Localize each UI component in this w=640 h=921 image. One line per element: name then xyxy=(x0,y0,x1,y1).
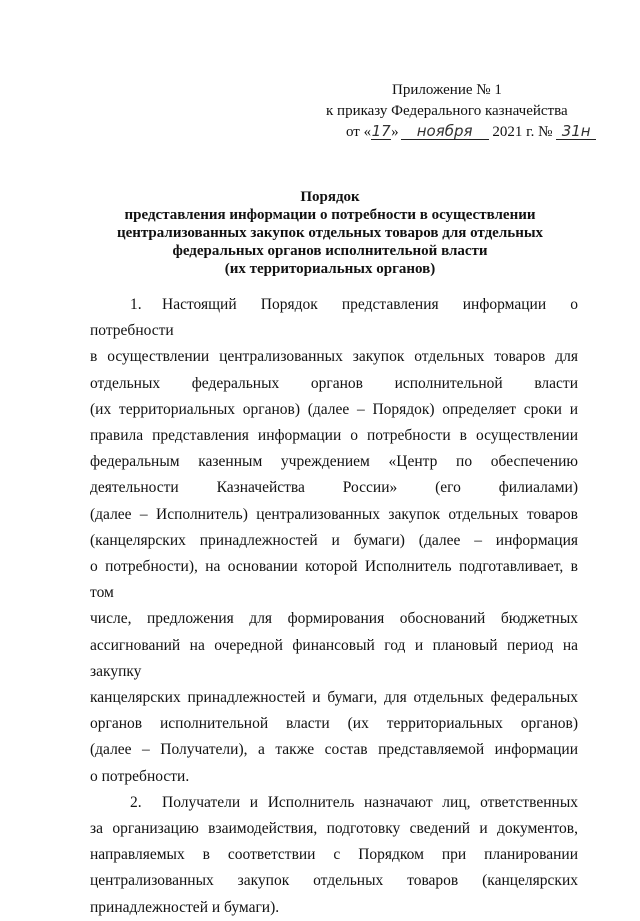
handwritten-month: ноября xyxy=(401,123,489,140)
title-line-3: централизованных закупок отдельных товаров для отдельных xyxy=(116,225,544,241)
paragraph-line: (далее – Получатели), а также состав представляемой информации xyxy=(90,741,578,759)
title-line-1: Порядок xyxy=(300,189,360,205)
paragraph-line: направляемых в соответствии с Порядком при планировании xyxy=(90,846,578,864)
date-day-suffix: » xyxy=(391,124,399,140)
paragraph-line: канцелярских принадлежностей и бумаги, для отдельных федеральных xyxy=(90,689,578,707)
paragraph-line: ассигнований на очередной финансовый год и плановый период на закупку xyxy=(90,636,578,680)
paragraph-line: органов исполнительной власти (их территориальных органов) xyxy=(90,715,578,733)
paragraph-line: (канцелярских принадлежностей и бумаги) (далее – информация xyxy=(90,531,578,549)
title-line-4: федеральных органов исполнительной власти xyxy=(172,243,488,259)
paragraph-line: (их территориальных органов) (далее – Порядок) определяет сроки и xyxy=(90,400,578,418)
paragraph-line: правила представления информации о потребности в осуществлении xyxy=(90,427,578,445)
paragraph-line: числе, предложения для формирования обоснований бюджетных xyxy=(90,610,578,628)
paragraph-line: отдельных федеральных органов исполнительной власти xyxy=(90,374,578,392)
order-reference: к приказу Федерального казначейства xyxy=(326,103,568,119)
paragraph-line: федеральным казенным учреждением «Центр по обеспечению xyxy=(90,453,578,471)
paragraph-line: за организацию взаимодействия, подготовку сведений и документов, xyxy=(90,820,578,838)
paragraph-line: о потребности), на основании которой Исполнитель подготавливает, в том xyxy=(90,558,578,602)
paragraph-number: 2. xyxy=(130,793,142,811)
appendix-header xyxy=(300,80,590,143)
paragraph-line: о потребности. xyxy=(90,767,190,785)
appendix-number: Приложение № 1 xyxy=(392,82,502,98)
date-prefix: от « xyxy=(346,124,372,140)
paragraph-line: в осуществлении централизованных закупок отдельных товаров для xyxy=(90,348,578,366)
document-title xyxy=(80,188,580,278)
handwritten-order-number: 31н xyxy=(556,123,596,140)
order-year: 2021 г. № xyxy=(492,124,553,140)
paragraph-2 xyxy=(90,790,578,921)
paragraph-line: принадлежностей и бумаги). xyxy=(90,898,280,916)
paragraph-line: централизованных закупок отдельных товаров (канцелярских xyxy=(90,872,578,890)
paragraph-line: 2. Получатели и Исполнитель назначают лиц, ответственных xyxy=(90,790,578,816)
handwritten-day: 17 xyxy=(371,122,391,140)
paragraph-1 xyxy=(90,292,578,790)
paragraph-line: деятельности Казначейства России» (его филиалами) xyxy=(90,479,578,497)
paragraph-line: 1. Настоящий Порядок представления информации о потребности xyxy=(90,292,578,344)
paragraph-number: 1. xyxy=(130,296,142,313)
title-line-5: (их территориальных органов) xyxy=(224,261,436,277)
document-body xyxy=(90,292,578,921)
title-line-2: представления информации о потребности в осуществлении xyxy=(124,207,536,223)
order-date-line xyxy=(300,122,590,143)
paragraph-line: (далее – Исполнитель) централизованных закупок отдельных товаров xyxy=(90,505,578,523)
